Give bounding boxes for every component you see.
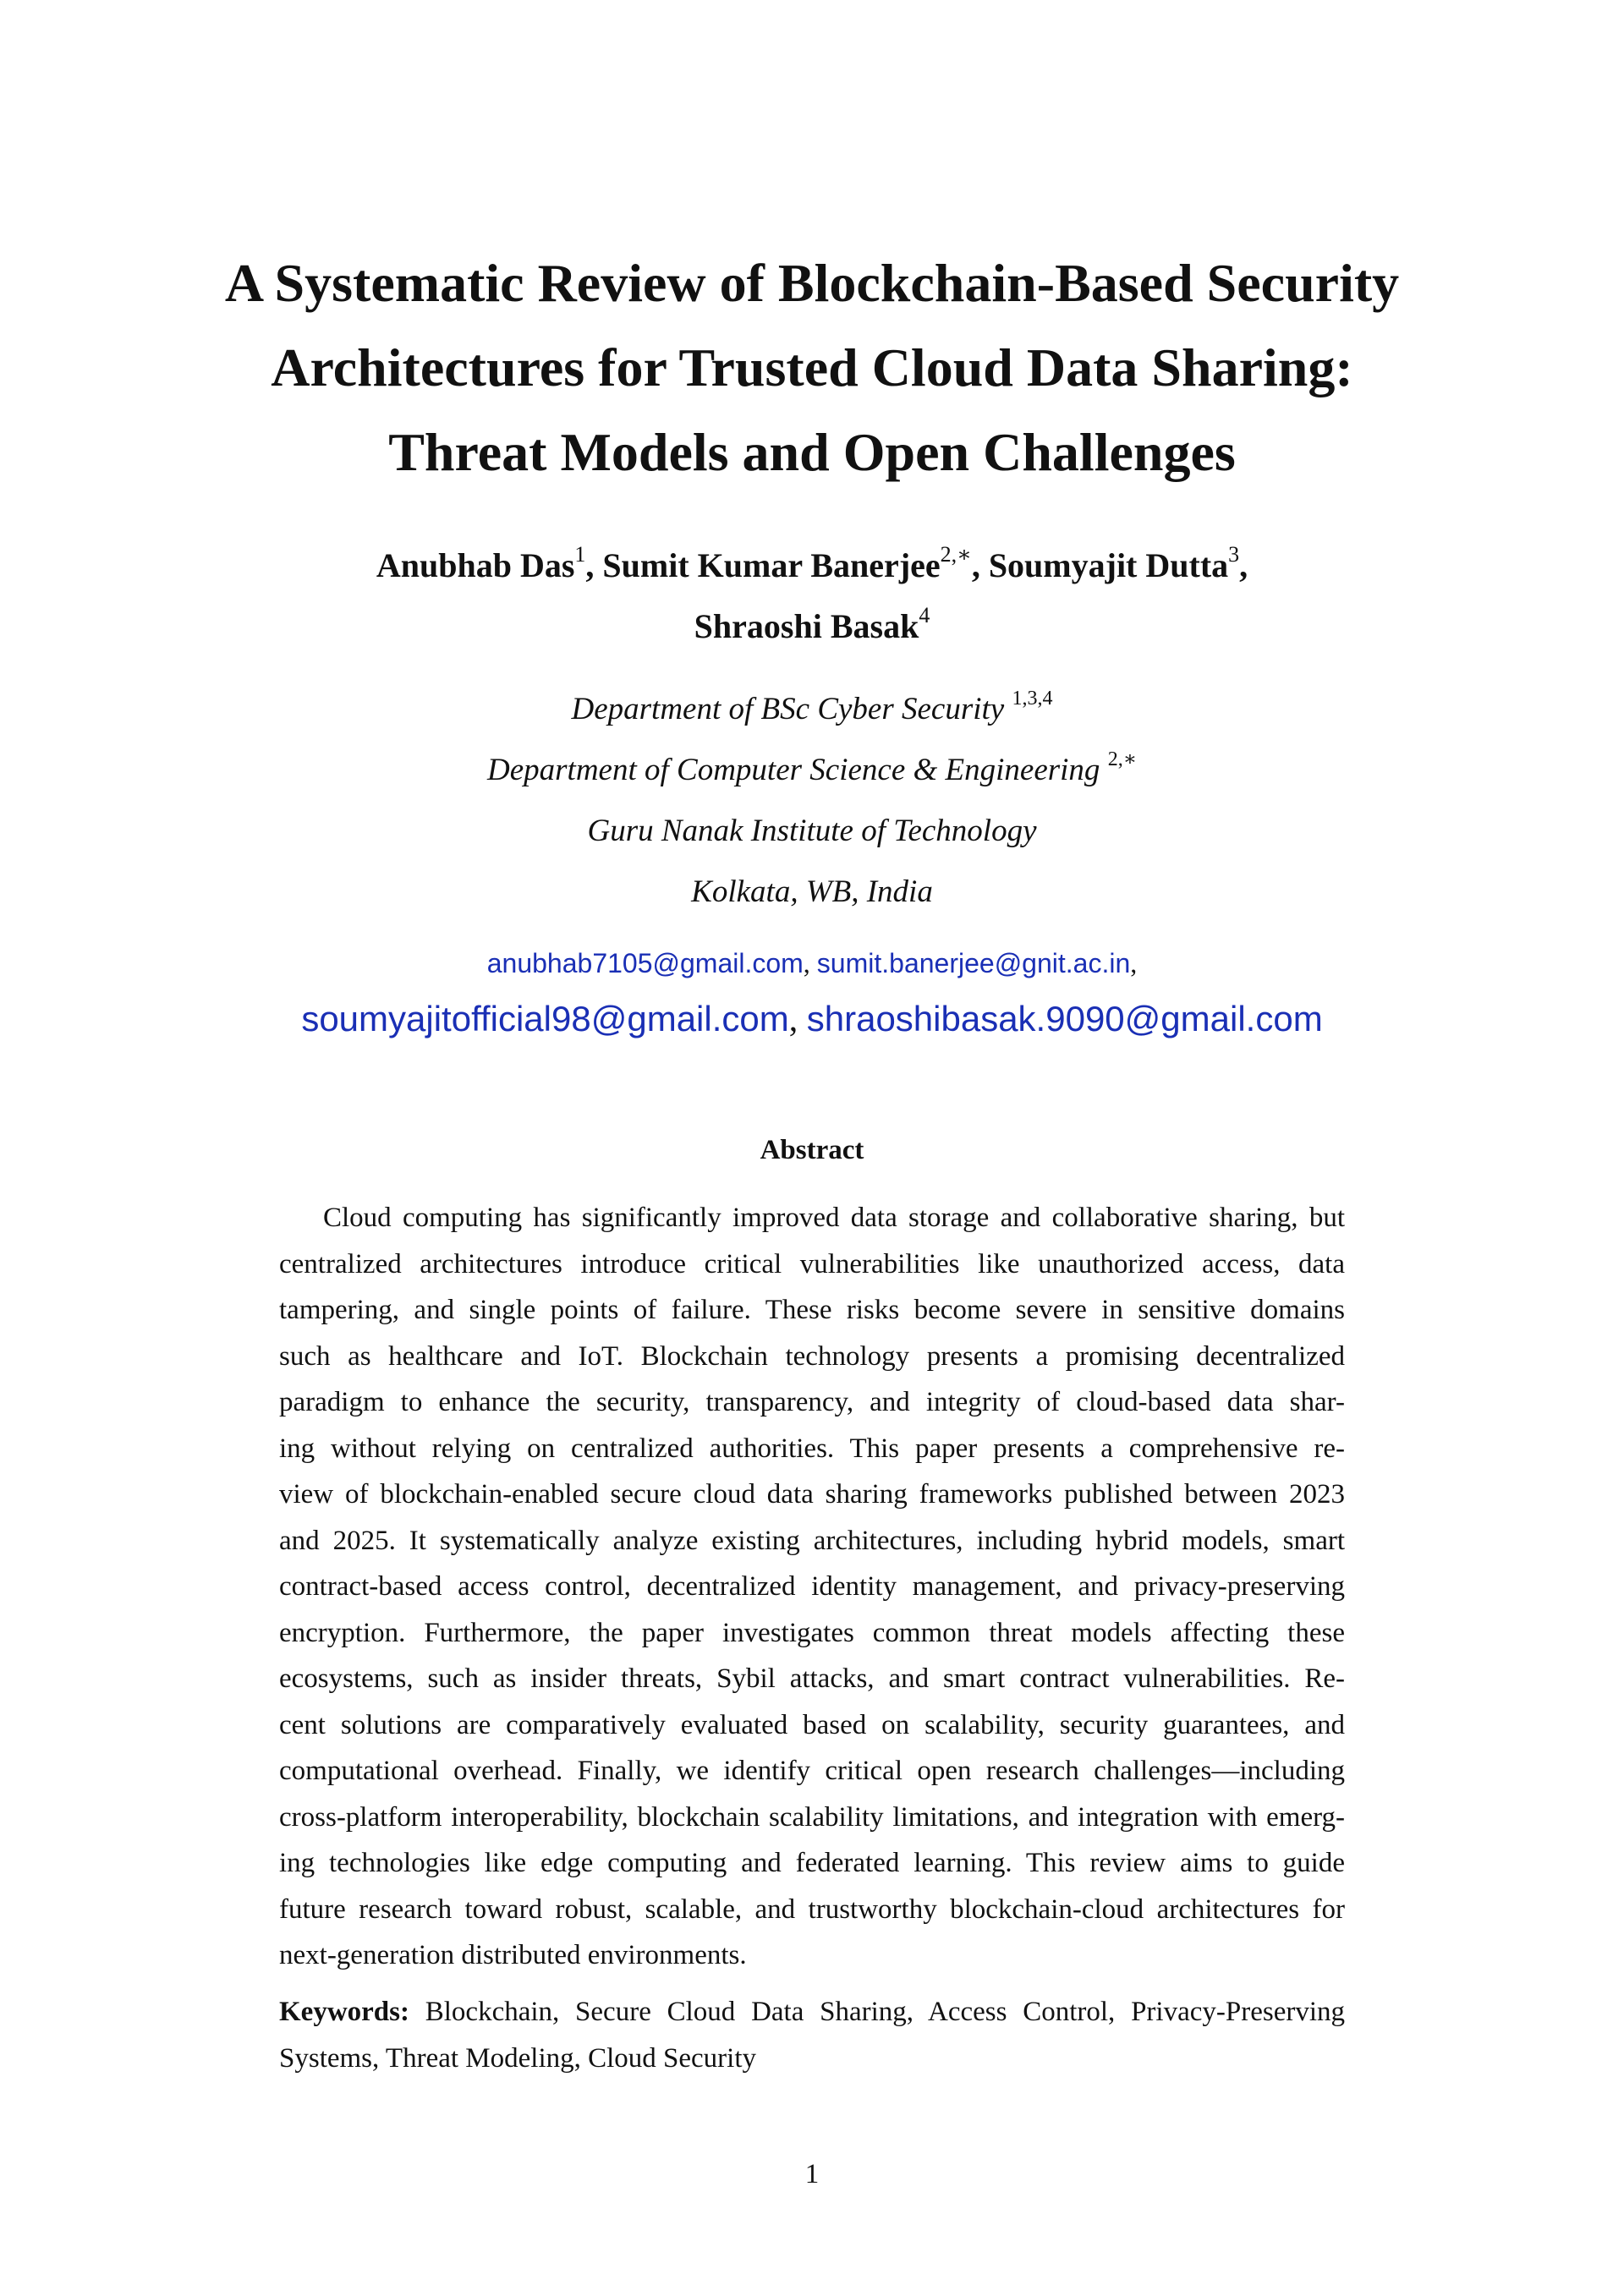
abstract-line: such as healthcare and IoT. Blockchain technology presents a promising decentralized bbox=[279, 1340, 1345, 1372]
paper-title bbox=[152, 241, 1472, 495]
abstract-line: cross-platform interoperability, blockchain scalability limitations, and integration with emerg- bbox=[279, 1801, 1345, 1833]
email-link[interactable]: shraoshibasak.9090@gmail.com bbox=[806, 999, 1323, 1038]
title-line: A Systematic Review of Blockchain-Based Security bbox=[224, 253, 1400, 313]
email-separator: , bbox=[1130, 948, 1138, 978]
abstract-line: tampering, and single points of failure. These risks become severe in sensitive domains bbox=[279, 1295, 1345, 1325]
abstract-line: view of blockchain-enabled secure cloud data sharing frameworks published between 2023 bbox=[279, 1479, 1345, 1510]
page-number: 1 bbox=[804, 2159, 820, 2189]
author-affiliation-mark: 4 bbox=[919, 602, 930, 627]
email-line bbox=[169, 995, 1455, 1044]
abstract-heading: Abstract bbox=[760, 1135, 864, 1165]
abstract-line: computational overhead. Finally, we identify critical open research challenges—including bbox=[279, 1756, 1345, 1786]
author-separator: , bbox=[971, 546, 989, 584]
title-line: Architectures for Trusted Cloud Data Sharing: bbox=[271, 337, 1353, 397]
email-link[interactable]: soumyajitofficial98@gmail.com bbox=[301, 999, 789, 1038]
author-line bbox=[169, 535, 1455, 596]
abstract-line: ing technologies like edge computing and federated learning. This review aims to guide bbox=[279, 1848, 1345, 1878]
author-affiliation-mark: 1 bbox=[574, 541, 586, 567]
title-line: Threat Models and Open Challenges bbox=[388, 422, 1236, 482]
keywords-line bbox=[279, 1989, 1345, 2036]
email-separator: , bbox=[803, 948, 810, 978]
abstract-line: future research toward robust, scalable, and trustworthy blockchain-cloud architectures for bbox=[279, 1893, 1345, 1925]
author-separator: , bbox=[585, 546, 603, 584]
email-line bbox=[169, 943, 1455, 984]
author-name: Sumit Kumar Banerjee bbox=[602, 546, 941, 584]
affiliation-line bbox=[169, 689, 1455, 730]
author-name: Soumyajit Dutta bbox=[988, 546, 1229, 584]
abstract-line: encryption. Furthermore, the paper investigates common threat models affecting these bbox=[279, 1617, 1345, 1648]
affiliation-text: Department of BSc Cyber Security bbox=[571, 692, 1005, 726]
abstract-line: paradigm to enhance the security, transparency, and integrity of cloud-based data shar- bbox=[279, 1387, 1345, 1417]
keywords-section bbox=[279, 1989, 1345, 2081]
author-name: Shraoshi Basak bbox=[694, 607, 919, 645]
affiliation-line bbox=[169, 750, 1455, 791]
email-separator: , bbox=[788, 1000, 798, 1039]
author-name: Anubhab Das bbox=[376, 546, 575, 584]
author-affiliation-mark: 2,∗ bbox=[940, 541, 972, 567]
keywords-label: Keywords: bbox=[279, 1997, 409, 2027]
keywords-line: Systems, Threat Modeling, Cloud Security bbox=[279, 2042, 757, 2074]
abstract-line: centralized architectures introduce critical vulnerabilities like unauthorized access, data bbox=[279, 1248, 1345, 1280]
author-separator: , bbox=[1239, 546, 1248, 584]
affiliation-text: Guru Nanak Institute of Technology bbox=[587, 814, 1037, 848]
abstract-line: ing without relying on centralized authorities. This paper presents a comprehensive re- bbox=[279, 1433, 1345, 1464]
abstract-line: next-generation distributed environments. bbox=[279, 1940, 747, 1970]
abstract-body bbox=[279, 1195, 1345, 1979]
abstract-line: ecosystems, such as insider threats, Sybil attacks, and smart contract vulnerabilities. Re- bbox=[279, 1663, 1345, 1694]
keywords-text: Blockchain, Secure Cloud Data Sharing, Access Control, Privacy-Preserving bbox=[409, 1997, 1345, 2027]
email-link[interactable]: sumit.banerjee@gnit.ac.in bbox=[816, 948, 1131, 978]
abstract-line: and 2025. It systematically analyze existing architectures, including hybrid models, smart bbox=[279, 1525, 1345, 1556]
abstract-line: cent solutions are comparatively evaluated based on scalability, security guarantees, and bbox=[279, 1709, 1345, 1740]
affiliation-mark: 1,3,4 bbox=[1012, 687, 1053, 710]
author-affiliation-mark: 3 bbox=[1228, 541, 1240, 567]
abstract-line: contract-based access control, decentralized identity management, and privacy-preserving bbox=[279, 1571, 1345, 1602]
affiliation-text: Department of Computer Science & Engineering bbox=[487, 753, 1100, 787]
author-line bbox=[169, 596, 1455, 657]
institution-name bbox=[169, 811, 1455, 852]
email-link[interactable]: anubhab7105@gmail.com bbox=[486, 948, 804, 978]
author-list bbox=[169, 535, 1455, 657]
abstract-line: Cloud computing has significantly improved data storage and collaborative sharing, but bbox=[323, 1203, 1345, 1233]
institution-location bbox=[169, 872, 1455, 912]
affiliation-text: Kolkata, WB, India bbox=[691, 874, 933, 909]
affiliation-mark: 2,∗ bbox=[1107, 748, 1137, 770]
